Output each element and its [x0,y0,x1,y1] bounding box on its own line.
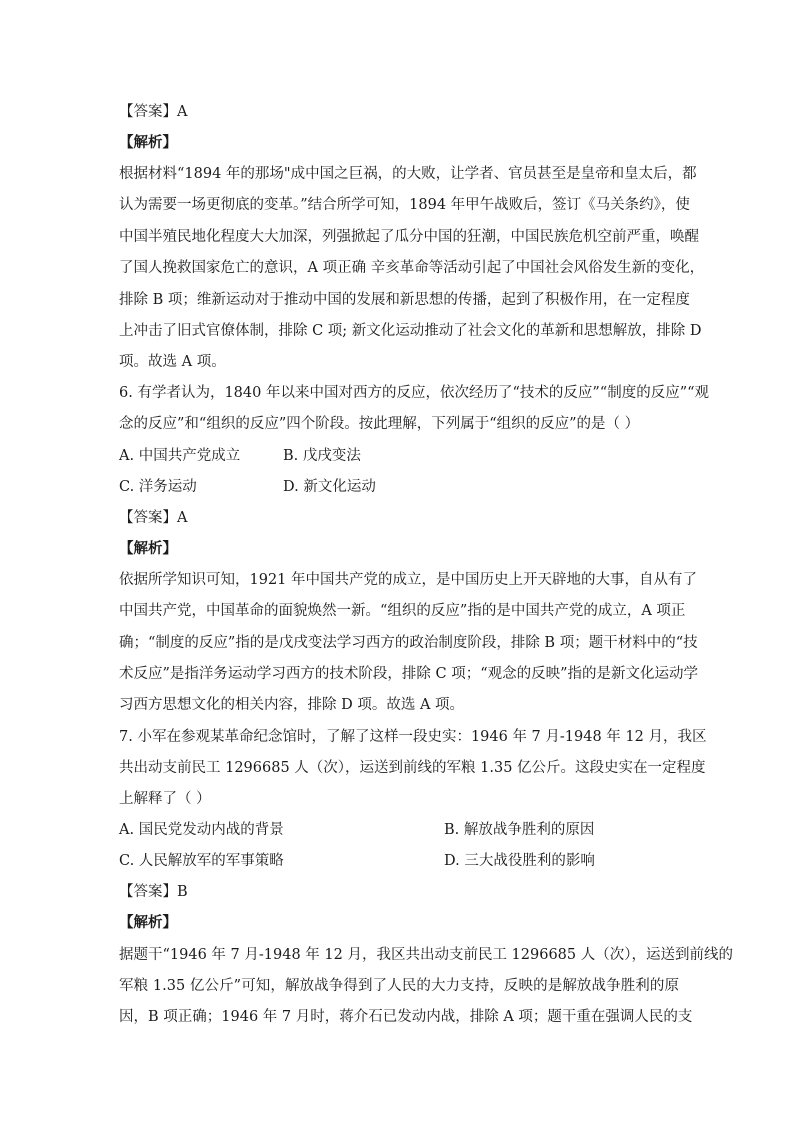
q7-analysis-line: 军粮 1.35 亿公斤”可知，解放战争得到了人民的大力支持，反映的是解放战争胜利的原 [119,978,679,994]
q5-analysis-line: 上冲击了旧式官僚体制，排除 C 项; 新文化运动推动了社会文化的革新和思想解放，排除 D [119,323,702,339]
q5-analysis-line: 项。故选 A 项。 [119,354,226,370]
q7-option-a: A. 国民党发动内战的背景 [119,822,284,838]
q6-option-a: A. 中国共产党成立 [119,448,241,464]
q5-analysis-line: 根据材料“1894 年的那场"成中国之巨祸，的大败，让学者、官员甚至是皇帝和皇太后，都 [119,166,697,182]
q7-option-d: D. 三大战役胜利的影响 [444,853,595,869]
q7-option-c: C. 人民解放军的军事策略 [119,853,284,869]
q7-stem-line: 上解释了（ ） [119,791,211,807]
q5-analysis-line: 排除 B 项；维新运动对于推动中国的发展和新思想的传播，起到了积极作用，在一定程度 [119,292,690,308]
q7-option-b: B. 解放战争胜利的原因 [444,822,595,838]
q5-answer: 【答案】A [119,104,188,120]
q5-analysis-line: 了国人挽救国家危亡的意识，A 项正确 辛亥革命等活动引起了中国社会风俗发生新的变化， [119,260,705,276]
q7-stem-line: 共出动支前民工 1296685 人（次），运送到前线的军粮 1.35 亿公斤。这段史实在一定程度 [119,760,706,776]
q6-analysis-line: 习西方思想文化的相关内容，排除 D 项。故选 A 项。 [119,697,465,713]
q7-analysis-line: 据题干“1946 年 7 月-1948 年 12 月，我区共出动支前民工 1296685 人（次），运送到前线的 [119,947,733,963]
q7-analysis-heading: 【解析】 [119,914,177,931]
q7-answer: 【答案】B [119,884,188,900]
q6-analysis-line: 确；“制度的反应”指的是戊戌变法学习西方的政治制度阶段，排除 B 项；题干材料中的“技 [119,635,698,651]
q6-option-c: C. 洋务运动 [119,479,197,495]
q6-analysis-line: 术反应”是指洋务运动学习西方的技术阶段，排除 C 项；“观念的反映”指的是新文化运动学 [119,666,699,682]
q6-answer: 【答案】A [119,510,188,526]
q6-analysis-line: 中国共产党，中国革命的面貌焕然一新。“组织的反应”指的是中国共产党的成立，A 项正 [119,603,686,619]
q6-analysis-heading: 【解析】 [119,540,177,557]
q5-analysis-heading: 【解析】 [119,134,177,151]
q7-stem-line: 7. 小军在参观某革命纪念馆时，了解了这样一段史实：1946 年 7 月-1948 年 12 月，我区 [119,729,707,745]
q5-analysis-line: 中国半殖民地化程度大大加深，列强掀起了瓜分中国的狂潮，中国民族危机空前严重，唤醒 [119,229,699,245]
q7-analysis-line: 因，B 项正确；1946 年 7 月时，蒋介石已发动内战，排除 A 项；题干重在强调人民的支 [119,1009,693,1025]
q6-option-d: D. 新文化运动 [283,479,376,495]
q6-analysis-line: 依据所学知识可知，1921 年中国共产党的成立，是中国历史上开天辟地的大事，自从有了 [119,572,698,588]
q6-stem-line: 念的反应”和“组织的反应”四个阶段。按此理解，下列属于“组织的反应”的是（ ） [119,416,640,432]
q6-stem-line: 6. 有学者认为，1840 年以来中国对西方的反应，依次经历了“技术的反应”“制度的反应”“观 [119,385,710,401]
q6-option-b: B. 戊戌变法 [283,448,361,464]
q5-analysis-line: 认为需要一场更彻底的变革。”结合所学可知，1894 年甲午战败后，签订《马关条约》，使 [119,197,690,213]
